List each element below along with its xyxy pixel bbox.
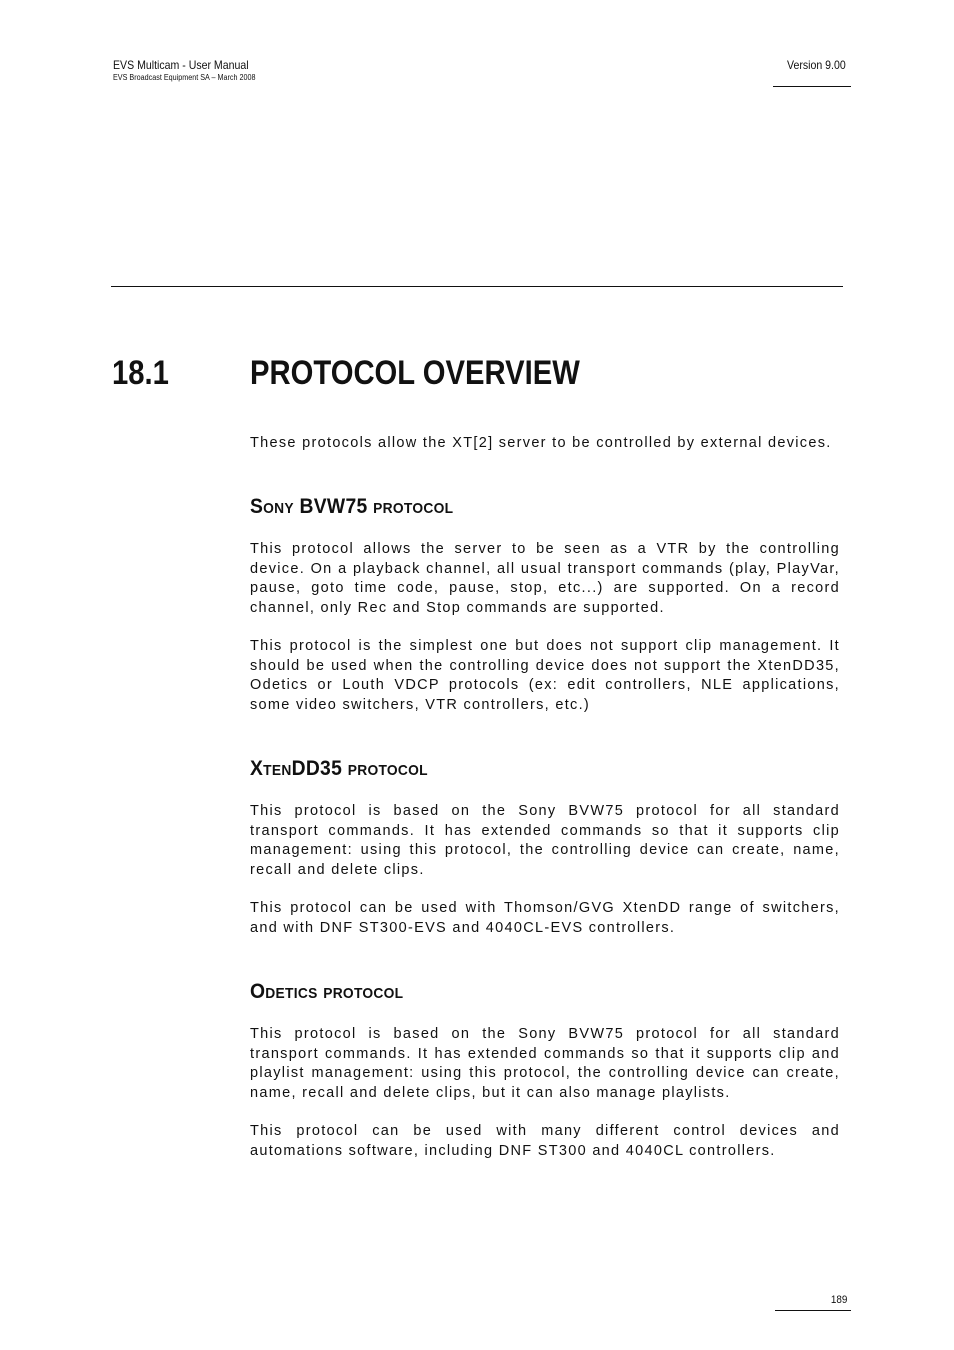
- subsection-odetics-para-1: [250, 1025, 840, 1103]
- subsection-heading: Odetics protocol: [250, 980, 404, 1003]
- section-title: PROTOCOL OVERVIEW: [250, 354, 580, 392]
- subsection-sony-heading: [250, 496, 840, 517]
- subsection-heading: XtenDD35 protocol: [250, 757, 428, 780]
- paragraph: This protocol allows the server to be seen as a VTR by the controlling device. On a playback channel, all usual transport commands (play, PlayVar, pause, goto time code, pause, stop, etc...) are supported. On a record channel, only Rec and Stop commands are supported.: [250, 541, 840, 616]
- subsection-odetics-para-2: [250, 1122, 840, 1161]
- footer-divider: [775, 1310, 851, 1311]
- paragraph: This protocol can be used with many different control devices and automations software, including DNF ST300 and 4040CL controllers.: [250, 1123, 840, 1159]
- subsection-xtendd-para-1: [250, 802, 840, 880]
- manual-title: EVS Multicam - User Manual: [113, 58, 249, 72]
- subsection-odetics-heading: [250, 981, 840, 1002]
- version-label: Version 9.00: [787, 58, 846, 72]
- page-header: [113, 59, 271, 82]
- publisher-line: EVS Broadcast Equipment SA – March 2008: [113, 73, 256, 82]
- intro-paragraph: These protocols allow the XT[2] server to be controlled by external devices.: [250, 435, 832, 451]
- chapter-divider: [111, 286, 843, 287]
- section-intro: [250, 434, 840, 454]
- header-divider: [773, 86, 851, 87]
- paragraph: This protocol is based on the Sony BVW75 protocol for all standard transport commands. It has extended commands so that it supports clip management: using this protocol, the controlling device can create, name, recall and delete clips.: [250, 803, 840, 878]
- section-number: 18.1: [112, 354, 169, 392]
- page-number: 189: [830, 1294, 847, 1306]
- paragraph: This protocol is based on the Sony BVW75 protocol for all standard transport commands. It has extended commands so that it supports clip and playlist management: using this protocol, the controlling device can create, name, recall and delete clips, but it can also manage playlists.: [250, 1026, 840, 1101]
- subsection-xtendd-para-2: [250, 899, 840, 938]
- paragraph: This protocol is the simplest one but does not support clip management. It should be used when the controlling device does not support the XtenDD35, Odetics or Louth VDCP protocols (ex: edit controllers, NLE applications, some video switchers, VTR controllers, etc.): [250, 638, 840, 713]
- subsection-xtendd-heading: [250, 758, 840, 779]
- subsection-sony-para-2: [250, 637, 840, 715]
- subsection-sony-para-1: [250, 540, 840, 618]
- paragraph: This protocol can be used with Thomson/GVG XtenDD range of switchers, and with DNF ST300-EVS and 4040CL-EVS controllers.: [250, 900, 840, 936]
- subsection-heading: Sony BVW75 protocol: [250, 495, 454, 518]
